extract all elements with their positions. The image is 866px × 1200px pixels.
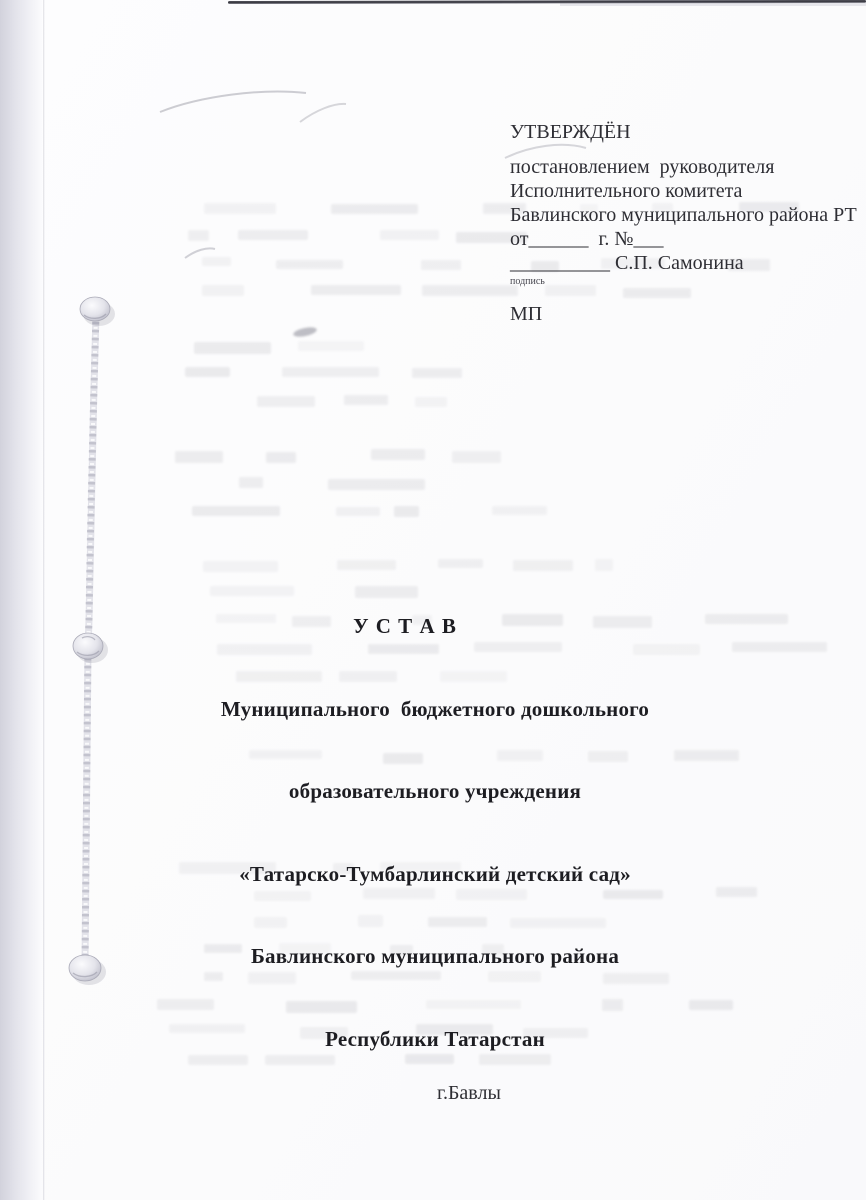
title-line-ustav: У С Т А В: [353, 614, 457, 638]
ghost-text-fragment: [492, 506, 547, 515]
ghost-text-fragment: [344, 395, 388, 405]
approval-line-3: Бавлинского муниципального района РТ: [510, 204, 857, 226]
ghost-text-fragment: [185, 367, 230, 377]
seal-mark: МП: [510, 303, 543, 325]
title-line-3: образовательного учреждения: [288, 779, 582, 803]
footer-city: г.Бавлы: [437, 1082, 501, 1104]
approval-title: УТВЕРЖДЁН: [510, 121, 631, 143]
ghost-text-fragment: [257, 396, 315, 407]
ghost-text-fragment: [204, 203, 276, 214]
ghost-text-fragment: [311, 285, 401, 295]
document-title-block: [130, 558, 740, 1081]
title-line-2: Муниципального бюджетного дошкольного: [220, 696, 650, 721]
ghost-text-fragment: [282, 367, 379, 377]
ghost-text-fragment: [336, 507, 380, 516]
ghost-text-fragment: [175, 451, 223, 463]
ghost-text-fragment: [422, 285, 518, 296]
ghost-text-fragment: [192, 506, 280, 516]
ghost-text-fragment: [276, 260, 343, 269]
ghost-text-fragment: [298, 341, 364, 351]
ghost-text-fragment: [415, 397, 447, 407]
ghost-text-fragment: [194, 342, 271, 354]
approval-line-1: постановлением руководителя: [510, 156, 775, 178]
approval-signature-line: __________ С.П. Самонина: [510, 252, 744, 274]
ghost-text-fragment: [239, 477, 263, 488]
approval-date-line: от______ г. №___: [510, 228, 664, 250]
ghost-text-fragment: [331, 204, 418, 214]
ghost-text-fragment: [328, 479, 425, 490]
ghost-text-fragment: [421, 260, 461, 270]
title-line-4: «Татарско-Тумбарлинский детский сад»: [239, 861, 631, 886]
signature-caption: подпись: [510, 276, 545, 287]
ghost-text-fragment: [202, 257, 231, 266]
ghost-text-fragment: [394, 506, 419, 517]
ghost-text-fragment: [266, 452, 296, 463]
ghost-text-fragment: [371, 449, 425, 460]
ghost-text-fragment: [452, 451, 501, 463]
approval-line-2: Исполнительного комитета: [510, 180, 743, 202]
ghost-text-fragment: [380, 230, 439, 240]
ghost-text-fragment: [732, 642, 827, 652]
ghost-text-fragment: [238, 230, 308, 240]
ghost-text-fragment: [412, 368, 462, 378]
approval-block: [510, 120, 860, 326]
title-line-6: Республики Татарстан: [325, 1026, 545, 1051]
ghost-text-fragment: [202, 285, 244, 296]
title-line-5: Бавлинского муниципального района: [250, 944, 620, 968]
ghost-text-fragment: [188, 230, 209, 241]
